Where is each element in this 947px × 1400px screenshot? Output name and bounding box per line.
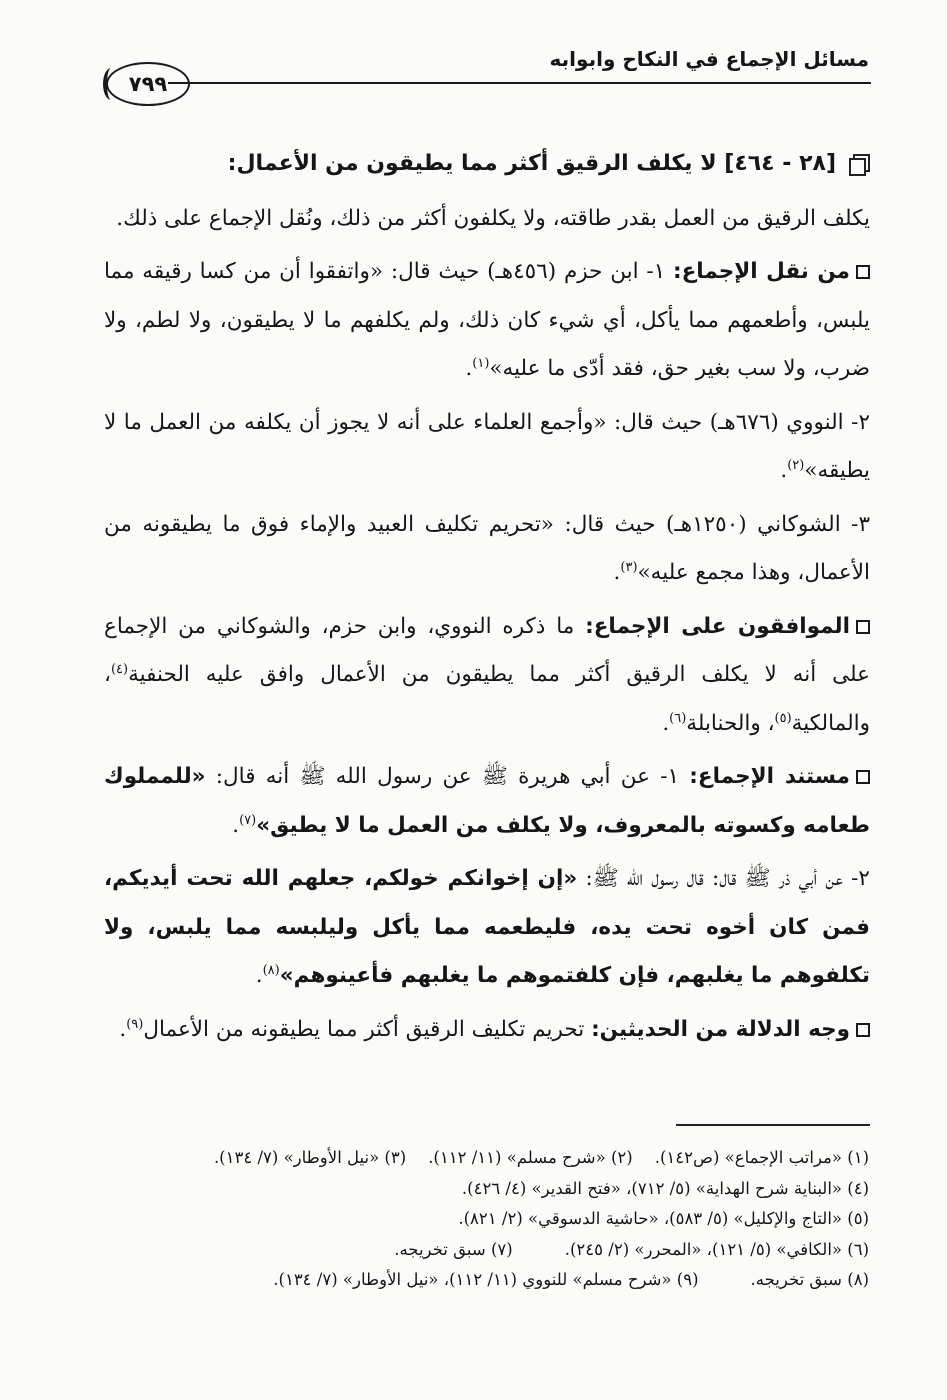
footnote-5: (٥) «التاج والإكليل» (٥/ ٥٨٣)، «حاشية الدسوقي» (٢/ ٨٢١). [458, 1209, 869, 1228]
transmitters-item-2: ٢- النووي (٦٧٦هـ) حيث قال: «وأجمع العلماء على أنه لا يجوز أن يكلفه من العمل ما لا يطيقه»$^{(٢)}$. [104, 409, 870, 483]
footnote-ref-6: (٦) [669, 710, 687, 726]
footnote-1: (١) «مراتب الإجماع» (ص١٤٢). [654, 1148, 869, 1167]
hadith-1: «للمملوك طعامه وكسوته بالمعروف، ولا يكلف من العمل ما لا يطيق» [104, 764, 870, 838]
inference-lead: وجه الدلالة من الحديثين: [591, 1016, 850, 1042]
footnote-3: (٣) «نيل الأوطار» (٧/ ١٣٤). [213, 1148, 407, 1167]
square-bullet-icon [856, 1023, 870, 1037]
square-bullet-icon [856, 620, 870, 634]
footnote-line [100, 1235, 869, 1266]
pages-icon [850, 154, 870, 174]
footnote-2: (٢) «شرح مسلم» (١١/ ١١٢). [428, 1148, 633, 1167]
basis-item-2: ٢- عن أبي ذر ﷺ قال: قال رسول الله ﷺ: «إن إخوانكم خولكم، جعلهم الله تحت أيديكم، فمن كان أخوه تحت يده، فليطعمه مما يأكل وليلبسه مما يلبس، ولا تكلفوهم ما يغلبهم، فإن كلفتموهم ما يغلبهم فأعينوهم»$^{(٨)}$. [104, 866, 870, 988]
footnote-ref-7: (٧) [239, 812, 257, 828]
transmitters-lead: من نقل الإجماع: [673, 259, 850, 284]
basis-item2-text: ٢- عن أبي ذر ﷺ قال: قال رسول الله ﷺ: [585, 866, 870, 891]
footnote-ref-3: (٣) [620, 559, 638, 575]
footnote-line [100, 1265, 869, 1296]
footnote-ref-8: (٨) [262, 962, 280, 978]
agreeing-mid: ، والمالكية [104, 662, 870, 736]
main-content [104, 140, 870, 1059]
footnote-line [100, 1143, 869, 1174]
footnote-4: (٤) «البناية شرح الهداية» (٥/ ٧١٢)، «فتح القدير» (٤/ ٤٢٦). [461, 1178, 869, 1198]
footnote-9: (٩) «شرح مسلم» للنووي (١١/ ١١٢)، «نيل الأوطار» (٧/ ١٣٤). [273, 1270, 699, 1289]
intro-paragraph: يكلف الرقيق من العمل بقدر طاقته، ولا يكلفون أكثر من ذلك، ونُقل الإجماع على ذلك. [116, 205, 870, 231]
basis-item-1: مستند الإجماع: ١- عن أبي هريرة ﷺ عن رسول الله ﷺ أنه قال: «للمملوك طعامه وكسوته بالمعروف، ولا يكلف من العمل ما لا يطيق»$^{(٧)}$. [104, 764, 870, 838]
transmitters-item2-text: ٢- النووي (٦٧٦هـ) حيث قال: «وأجمع العلماء على أنه لا يجوز أن يكلفه من العمل ما لا يطيقه» [104, 409, 870, 483]
footnote-ref-2: (٢) [787, 457, 805, 473]
transmitters-item-3: ٣- الشوكاني (١٢٥٠هـ) حيث قال: «تحريم تكليف العبيد والإماء فوق ما يطيقونه من الأعمال، وهذا مجمع عليه»$^{(٣)}$. [104, 511, 870, 585]
footnote-line [100, 1174, 869, 1205]
square-bullet-icon [856, 770, 870, 784]
transmitters-item3-text: ٣- الشوكاني (١٢٥٠هـ) حيث قال: «تحريم تكليف العبيد والإماء فوق ما يطيقونه من الأعمال، وهذا مجمع عليه» [104, 511, 870, 585]
agreeing-lead: الموافقون على الإجماع: [585, 613, 850, 639]
footnote-ref-1: (١) [472, 355, 490, 371]
section-number: [٢٨ - ٤٦٤] [724, 151, 836, 176]
agreeing-mid2: ، والحنابلة [686, 710, 775, 736]
section-title: لا يكلف الرقيق أكثر مما يطيقون من الأعمال: [227, 151, 717, 176]
inference-paragraph: وجه الدلالة من الحديثين: تحريم تكليف الرقيق أكثر مما يطيقونه من الأعمال$^{(٩)}$. [104, 1006, 870, 1055]
basis-item1-text: ١- عن أبي هريرة ﷺ عن رسول الله ﷺ أنه قال: [215, 764, 680, 789]
transmitters-item-1: من نقل الإجماع: ١- ابن حزم (٤٥٦هـ) حيث قال: «واتفقوا أن من كسا رقيقه مما يلبس، وأطعمهم مما يأكل، أي شيء كان ذلك، ولم يكلفهم ما لا يطيقون، ولا لطم، ولا ضرب، ولا سب بغير حق، فقد أدّى ما عليه»$^{(١)}$. [104, 259, 870, 381]
inference-text: تحريم تكليف الرقيق أكثر مما يطيقونه من الأعمال [143, 1016, 585, 1042]
footnote-7: (٧) سبق تخريجه. [394, 1239, 513, 1259]
page-number: ٧٩٩ [106, 62, 190, 106]
running-header: مسائل الإجماع في النكاح وابوابه [549, 47, 869, 71]
footnote-8: (٨) سبق تخريجه. [750, 1270, 869, 1289]
agreeing-text: ما ذكره النووي، وابن حزم، والشوكاني من الإجماع على أنه لا يكلف الرقيق أكثر مما يطيقون من الأعمال وافق عليه الحنفية [104, 613, 870, 687]
section-heading [104, 140, 870, 189]
footnote-ref-4: (٤) [110, 661, 129, 677]
footnote-rule [676, 1124, 870, 1126]
footnotes [100, 1143, 869, 1296]
square-bullet-icon [856, 265, 870, 279]
header-rule [168, 82, 871, 84]
footnote-line [100, 1204, 869, 1235]
basis-lead: مستند الإجماع: [689, 764, 850, 789]
transmitters-item1-text: ١- ابن حزم (٤٥٦هـ) حيث قال: «واتفقوا أن من كسا رقيقه مما يلبس، وأطعمهم مما يأكل، أي شيء كان ذلك، ولم يكلفهم ما لا يطيقون، ولا لطم، ولا ضرب، ولا سب بغير حق، فقد أدّى ما عليه» [104, 259, 870, 381]
footnote-ref-9: (٩) [126, 1016, 144, 1032]
hadith-2: «إن إخوانكم خولكم، جعلهم الله تحت أيديكم، فمن كان أخوه تحت يده، فليطعمه مما يأكل وليلبسه مما يلبس، ولا تكلفوهم ما يغلبهم، فإن كلفتموهم ما يغلبهم فأعينوهم» [104, 866, 870, 988]
footnote-ref-5: (٥) [774, 710, 792, 726]
agreeing-paragraph: الموافقون على الإجماع: ما ذكره النووي، وابن حزم، والشوكاني من الإجماع على أنه لا يكلف الرقيق أكثر مما يطيقون من الأعمال وافق عليه الحنفية$^{(٤)}$، والمالكية$^{(٥)}$، والحنابلة$^{(٦)}$. [104, 613, 870, 736]
footnote-6: (٦) «الكافي» (٥/ ١٢١)، «المحرر» (٢/ ٢٤٥). [564, 1239, 869, 1259]
